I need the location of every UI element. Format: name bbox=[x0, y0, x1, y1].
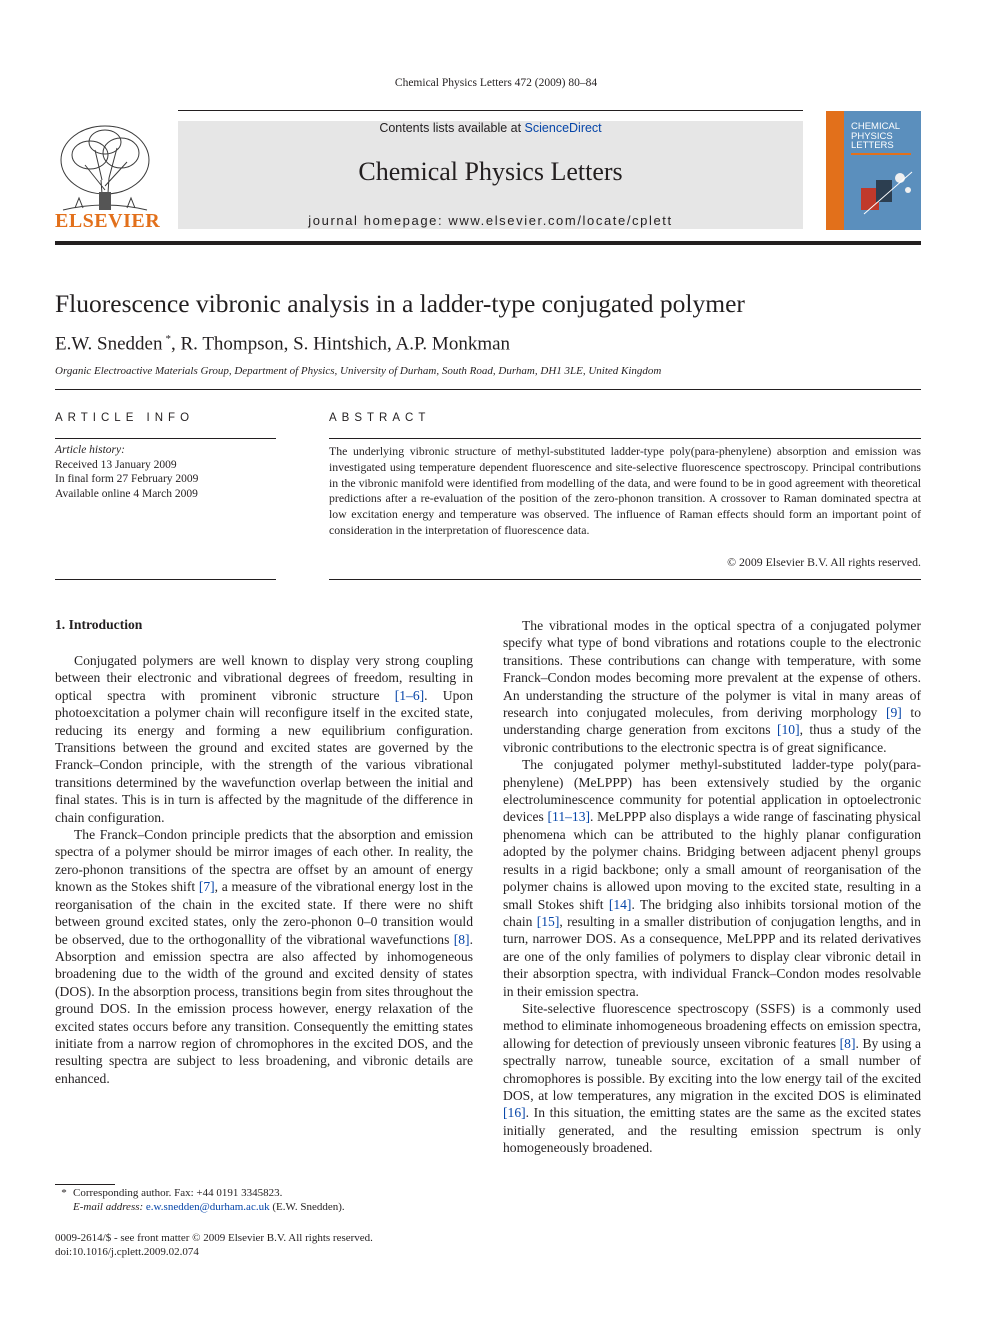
homepage-url[interactable]: www.elsevier.com/locate/cplett bbox=[448, 213, 673, 228]
article-info-bottom-rule bbox=[55, 579, 276, 580]
elsevier-wordmark: ELSEVIER bbox=[55, 210, 161, 232]
section-heading: 1. Introduction bbox=[55, 617, 143, 632]
abstract-bottom-rule bbox=[329, 579, 921, 580]
cover-graphic-icon bbox=[856, 166, 916, 221]
journal-homepage bbox=[178, 213, 803, 228]
footnote-rule bbox=[55, 1184, 115, 1185]
author-name: A.P. Monkman bbox=[395, 333, 511, 355]
header-rule bbox=[178, 110, 803, 111]
header-thick-rule bbox=[55, 241, 921, 245]
journal-cover-image bbox=[826, 111, 921, 230]
journal-title: Chemical Physics Letters bbox=[358, 157, 623, 186]
author-name: S. Hintshich bbox=[293, 333, 388, 355]
body-paragraph: Conjugated polymers are well known to display very strong coupling between their electronic and vibrational degrees of freedom, resulting in optical spectra with prominent vibronic structure [1–6]. Upon photoexcitation a polymer chain will reconfigure itself in the excited state, reducing its energy and forming a new equilibrium configuration. Transitions between the ground and excited states are governed by the Franck–Condon principle, with the strength of the various vibrational transitions determined by the wavefunction overlap between the initial and final states. This is in turn is affected by the magnitude of the difference in chain configuration. bbox=[55, 653, 473, 825]
author-name: E.W. Snedden bbox=[55, 333, 163, 355]
corresponding-author-mark[interactable]: * bbox=[165, 333, 171, 345]
abstract-rule bbox=[329, 438, 921, 439]
corresponding-author-note: Corresponding author. Fax: +44 0191 3345823. bbox=[73, 1187, 283, 1199]
abstract-text: The underlying vibronic structure of methyl-substituted ladder-type poly(para-phenylene) absorption and emission was investigated using temperature dependent fluorescence and site-selective fluorescence spectroscopy. Principal contributions in the vibronic manifold were identified from modelling of the data, and were found to be in good agreement with theoretical predictions after a re-evaluation of the position of the zero-phonon transition. A crossover to Raman dominated spectra at low excitation energy and temperature was observed. The influence of Raman effects should form an important point of consideration in the interpretation of fluorescence data. bbox=[329, 444, 921, 537]
history-received: Received 13 January 2009 bbox=[55, 458, 177, 471]
homepage-prefix: journal homepage: bbox=[308, 213, 449, 228]
sciencedirect-link[interactable]: ScienceDirect bbox=[524, 121, 602, 135]
issn-line: 0009-2614/$ - see front matter © 2009 Elsevier B.V. All rights reserved. bbox=[55, 1232, 373, 1244]
citation-link[interactable]: [8] bbox=[453, 931, 470, 947]
contents-prefix: Contents lists available at bbox=[379, 121, 525, 135]
citation-link[interactable]: [10] bbox=[776, 722, 800, 738]
email-suffix: (E.W. Snedden). bbox=[269, 1201, 345, 1213]
history-final-form: In final form 27 February 2009 bbox=[55, 473, 199, 485]
abstract-heading: ABSTRACT bbox=[329, 412, 431, 424]
author-list: E.W. Snedden *, R. Thompson, S. Hintshich, A.P. Monkman bbox=[55, 333, 511, 355]
abstract-copyright: © 2009 Elsevier B.V. All rights reserved. bbox=[727, 555, 921, 569]
footnote bbox=[55, 1186, 475, 1214]
cover-title: CHEMICAL PHYSICS LETTERS bbox=[851, 121, 900, 151]
body-paragraph: Site-selective fluorescence spectroscopy (SSFS) is a commonly used method to eliminate inhomogeneous broadening effects on emission spectra, allowing for detection of previously unseen vibronic features [8]. By using a spectrally narrow, tuneable source, excitation of a small number of chromophores is possible. By exciting into the low energy tail of the excited DOS, at low temperatures, any migration in the excited DOS is eliminated [16]. In this situation, the emitting states are the same as the excited states initially generated, and the resulting emission spectrum is only homogeneously broadened. bbox=[503, 1000, 922, 1156]
affiliation-rule bbox=[55, 389, 921, 390]
journal-reference: Chemical Physics Letters 472 (2009) 80–84 bbox=[394, 77, 598, 89]
article-info-heading: ARTICLE INFO bbox=[55, 412, 195, 424]
contents-line bbox=[178, 121, 803, 135]
citation-link[interactable]: [1–6] bbox=[394, 687, 425, 703]
citation-link[interactable]: [8] bbox=[839, 1035, 856, 1051]
citation-link[interactable]: [16] bbox=[503, 1105, 526, 1121]
article-history bbox=[55, 443, 198, 501]
email-link[interactable]: e.w.snedden@durham.ac.uk bbox=[145, 1201, 270, 1213]
citation-link[interactable]: [15] bbox=[536, 913, 560, 929]
article-info-rule bbox=[55, 438, 276, 439]
citation-link[interactable]: [7] bbox=[198, 879, 215, 895]
history-label: Article history: bbox=[55, 444, 125, 456]
author-name: R. Thompson bbox=[180, 333, 284, 355]
citation-link[interactable]: [14] bbox=[608, 896, 632, 912]
history-online: Available online 4 March 2009 bbox=[55, 487, 198, 500]
body-paragraph: The Franck–Condon principle predicts that the absorption and emission spectra of a polymer should be mirror images of each other. In reality, the zero-phonon transitions of the spectra are offset by an amount of energy known as the Stokes shift [7], a measure of the vibrational energy lost in the reorganisation of the chain in the excited state. If there were no shift between ground excited states, only the zero-phonon 0–0 transition would be observed, due to the orthogonallity of the vibrational wavefunctions [8]. Absorption and emission spectra are also affected by inhomogeneous broadening due to the width of the ground and excited density of states (DOS). In the absorption process, transitions begin from sites throughout the ground DOS. In the emission process however, energy relaxation of the excited states occurs before any transition. Consequently the emitting states initiate from a narrow region of chromophores in the excited DOS, and the resulting spectra are subject to less broadening, and vibronic details are enhanced. bbox=[55, 827, 473, 1086]
body-paragraph: The conjugated polymer methyl-substituted ladder-type poly(para-phenylene) (MeLPPP) has been extensively studied by the organic electroluminescence community for potential application in optoelectronic devices [11–13]. MeLPPP also displays a wide range of fascinating physical phenomena which can be attributed to the highly planar configuration adopted by the polymer chains. Bridging between adjacent phenyl groups results in a rigid backbone; only a small amount of reorganisation of the polymer chains is allowed upon moving to the excited state, resulting in a small Stokes shift [14]. The bridging also inhibits torsional motion of the chain [15], resulting in a smaller distribution of conjugation lengths, and in turn, narrower DOS. As a consequence, MeLPPP and its related derivatives are one of the only families of polymers to display clear vibronic detail in their absorption spectra, with individual Franck–Condon modes resolvable in their emission spectra. bbox=[503, 757, 921, 999]
front-matter-footer bbox=[55, 1231, 373, 1259]
email-label: E-mail address: bbox=[73, 1201, 144, 1213]
citation-link[interactable]: [9] bbox=[885, 705, 902, 721]
footnote-mark: * bbox=[61, 1187, 67, 1199]
affiliation: Organic Electroactive Materials Group, Department of Physics, University of Durham, South Road, Durham, DH1 3LE, United Kingdom bbox=[55, 365, 662, 377]
body-column-left bbox=[55, 652, 473, 1087]
body-paragraph: The vibrational modes in the optical spectra of a conjugated polymer specify what type of bond vibrations and rotations couple to the electronic transitions. These contributions can change with temperature, with some Franck–Condon modes becoming more prevalent at the expense of others. An understanding the structure of the polymer is vital in many areas of research into conjugated molecules, from deriving morphology [9] to understanding charge generation from excitons [10], thus a study of the vibronic contributions to the electronic spectra is of great significance. bbox=[503, 618, 921, 755]
body-column-right bbox=[503, 617, 921, 1157]
article-title: Fluorescence vibronic analysis in a ladder-type conjugated polymer bbox=[55, 289, 745, 318]
doi-line[interactable]: doi:10.1016/j.cplett.2009.02.074 bbox=[55, 1246, 199, 1258]
citation-link[interactable]: [11–13] bbox=[547, 809, 591, 825]
